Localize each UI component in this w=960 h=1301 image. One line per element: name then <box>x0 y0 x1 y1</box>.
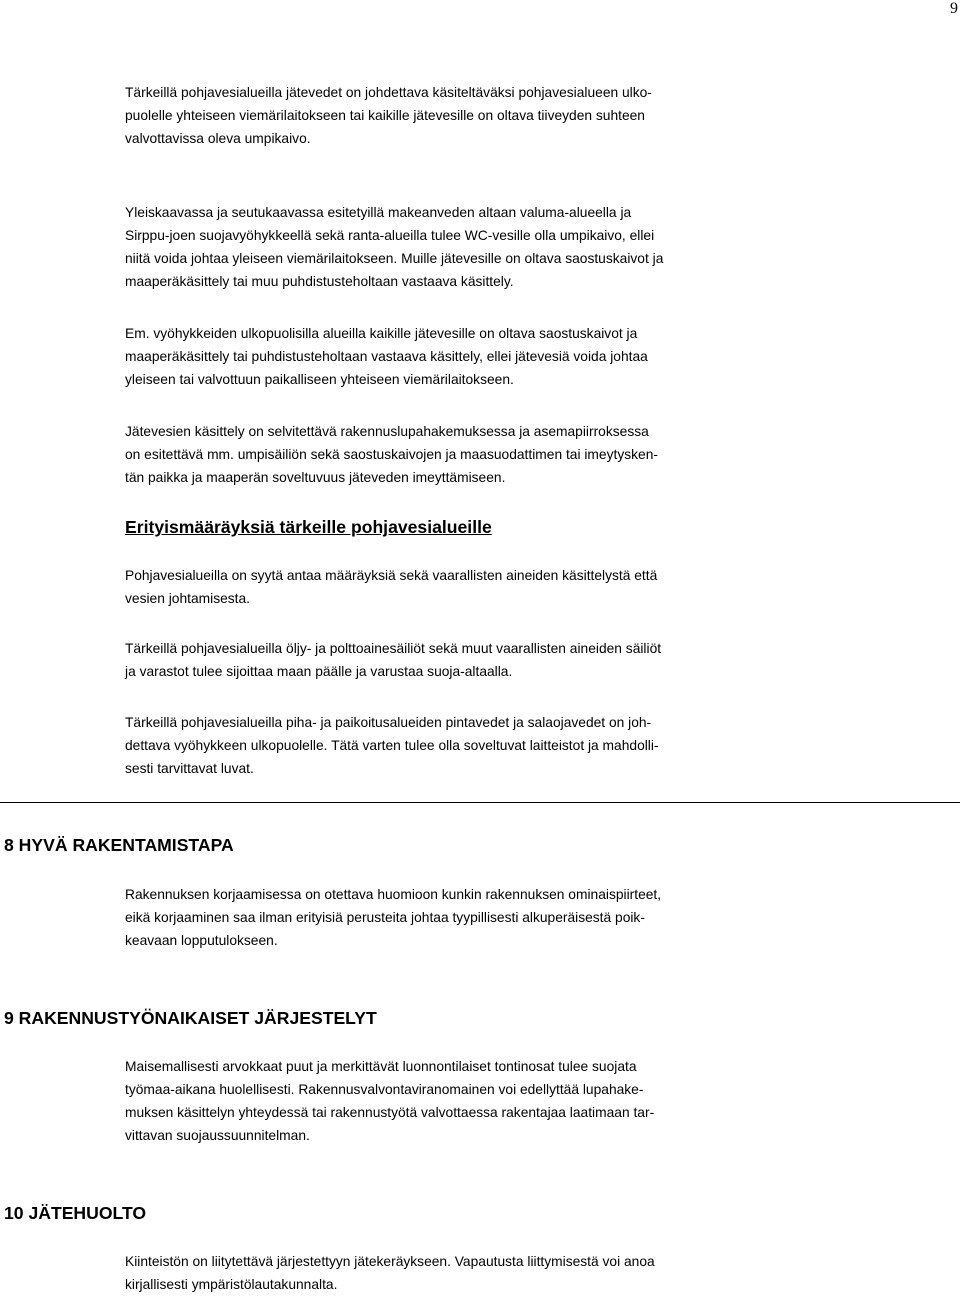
text-line: Tärkeillä pohjavesialueilla jätevedet on johdettava käsiteltäväksi pohjavesialueen ulko- <box>125 85 652 100</box>
text-line: puolelle yhteiseen viemärilaitokseen tai kaikille jätevesille on oltava tiiveyden suhteen <box>125 108 645 123</box>
section-8-body <box>125 883 960 952</box>
text-line: maaperäkäsittely tai muu puhdistusteholtaan vastaava käsittely. <box>125 274 514 289</box>
section-8-heading: 8 HYVÄ RAKENTAMISTAPA <box>4 835 234 855</box>
section-9-heading: 9 RAKENNUSTYÖNAIKAISET JÄRJESTELYT <box>4 1008 377 1028</box>
text-line: keavaan lopputulokseen. <box>125 933 278 948</box>
paragraph-surface-water <box>125 711 960 780</box>
paragraph-oil-tanks <box>125 637 960 683</box>
text-line: tän paikka ja maaperän soveltuvuus jäteveden imeyttämiseen. <box>125 470 506 485</box>
paragraph-groundwater-wastewater <box>125 81 960 150</box>
text-line: Em. vyöhykkeiden ulkopuolisilla alueilla kaikille jätevesille on oltava saostuskaivot ja <box>125 326 638 341</box>
paragraph-hazardous-substances <box>125 564 960 610</box>
text-line: eikä korjaaminen saa ilman erityisiä perusteita johtaa tyypillisesti alkuperäisestä poik- <box>125 910 645 925</box>
text-line: on esitettävä mm. umpisäiliön sekä saostuskaivojen ja maasuodattimen tai imeytysken- <box>125 447 658 462</box>
text-line: Maisemallisesti arvokkaat puut ja merkittävät luonnontilaiset tontinosat tulee suojata <box>125 1059 637 1074</box>
section-9-body <box>125 1055 960 1147</box>
text-line: muksen käsittelyn yhteydessä tai rakennustyötä valvottaessa rakentajaa laatimaan tar- <box>125 1105 655 1120</box>
text-line: niitä voida johtaa yleiseen viemärilaitokseen. Muille jätevesille on oltava saostuskaivot ja <box>125 251 664 266</box>
text-line: sesti tarvittavat luvat. <box>125 761 254 776</box>
text-line: valvottavissa oleva umpikaivo. <box>125 131 311 146</box>
text-line: Rakennuksen korjaamisessa on otettava huomioon kunkin rakennuksen ominaispiirteet, <box>125 887 662 902</box>
text-line: Kiinteistön on liitytettävä järjestettyyn jätekeräykseen. Vapautusta liittymisestä voi anoa <box>125 1254 655 1269</box>
page-number: 9 <box>950 0 958 17</box>
paragraph-building-permit <box>125 420 960 489</box>
text-line: dettava vyöhykkeen ulkopuolelle. Tätä varten tulee olla soveltuvat laitteistot ja mahdolli- <box>125 738 659 753</box>
text-line: Tärkeillä pohjavesialueilla piha- ja paikoitusalueiden pintavedet ja salaojavedet on joh- <box>125 715 652 730</box>
section-10-body <box>125 1250 960 1296</box>
text-line: vittavan suojaussuunnitelman. <box>125 1128 310 1143</box>
text-line: Jätevesien käsittely on selvitettävä rakennuslupahakemuksessa ja asemapiirroksessa <box>125 424 649 439</box>
special-regulations-heading: Erityismääräyksiä tärkeille pohjavesialueille <box>125 517 492 537</box>
text-line: maaperäkäsittely tai puhdistusteholtaan vastaava käsittely, ellei jätevesiä voida johtaa <box>125 349 648 364</box>
section-10-heading: 10 JÄTEHUOLTO <box>4 1203 147 1223</box>
text-line: työmaa-aikana huolellisesti. Rakennusvalvontaviranomainen voi edellyttää lupahake- <box>125 1082 644 1097</box>
text-line: vesien johtamisesta. <box>125 591 251 606</box>
text-line: Sirppu-joen suojavyöhykkeellä sekä ranta-alueilla tulee WC-vesille olla umpikaivo, ellei <box>125 228 655 243</box>
text-line: Yleiskaavassa ja seutukaavassa esitetyillä makeanveden altaan valuma-alueella ja <box>125 205 632 220</box>
paragraph-master-plan-wc <box>125 201 960 293</box>
paragraph-outside-zones <box>125 322 960 391</box>
text-line: kirjallisesti ympäristölautakunnalta. <box>125 1277 338 1292</box>
text-line: Tärkeillä pohjavesialueilla öljy- ja polttoainesäiliöt sekä muut vaarallisten aineiden säiliöt <box>125 641 662 656</box>
text-line: yleiseen tai valvottuun paikalliseen yhteiseen viemärilaitokseen. <box>125 372 514 387</box>
section-divider <box>0 802 960 803</box>
text-line: ja varastot tulee sijoittaa maan päälle ja varustaa suoja-altaalla. <box>125 664 513 679</box>
text-line: Pohjavesialueilla on syytä antaa määräyksiä sekä vaarallisten aineiden käsittelystä että <box>125 568 658 583</box>
